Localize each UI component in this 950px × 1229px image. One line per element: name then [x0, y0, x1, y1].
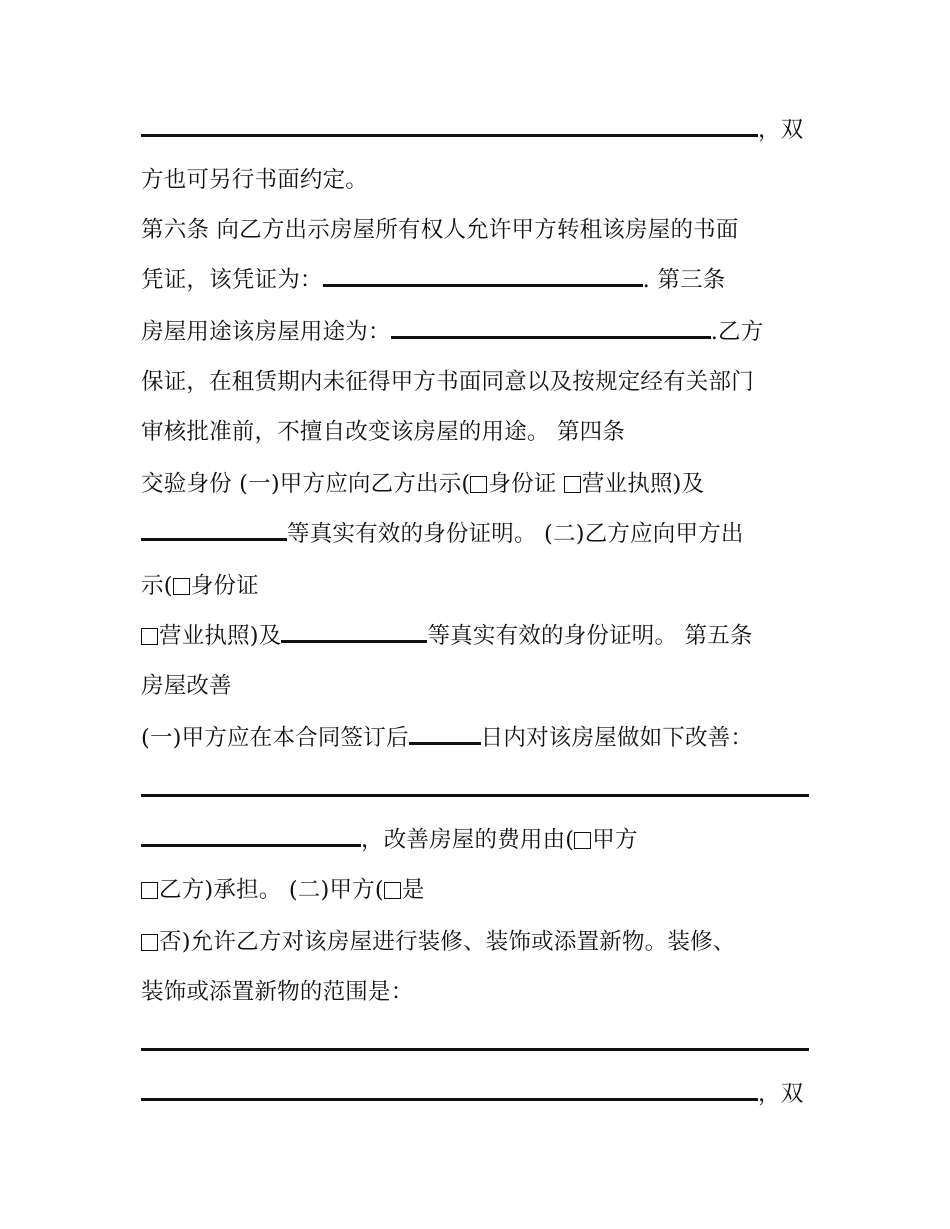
checkbox-no[interactable] — [141, 934, 158, 951]
checkbox-party-b[interactable] — [141, 882, 158, 899]
fill-blank — [323, 268, 643, 287]
text-line: 营业执照)及 等真实有效的身份证明。 第五条 — [141, 620, 753, 652]
checkbox-business-license[interactable] — [564, 476, 581, 493]
fill-blank — [141, 522, 287, 541]
text-line: 房屋改善 — [141, 673, 232, 699]
fill-blank — [141, 778, 809, 797]
text-line: (一)甲方应在本合同签订后 日内对该房屋做如下改善： — [141, 725, 754, 751]
fill-blank — [391, 320, 711, 339]
fill-blank — [409, 726, 481, 745]
text-line: ，双 — [141, 1078, 803, 1110]
text-line: ，改善房屋的费用由( 甲方 — [141, 824, 638, 856]
fill-blank — [141, 1032, 809, 1051]
fill-blank — [281, 624, 427, 643]
checkbox-yes[interactable] — [384, 882, 401, 899]
text-line: ，双 — [141, 114, 803, 146]
text-line: 等真实有效的身份证明。 (二)乙方应向甲方出 — [141, 518, 744, 550]
text-line: 乙方)承担。 (二)甲方( 是 — [141, 874, 425, 906]
text-line: 交验身份 (一)甲方应向乙方出示( 身份证 营业执照)及 — [141, 471, 705, 497]
text-line: 示( 身份证 — [141, 573, 259, 599]
fill-blank — [141, 1082, 758, 1101]
fill-blank — [141, 828, 361, 847]
text-line: 第六条 向乙方出示房屋所有权人允许甲方转租该房屋的书面 — [141, 217, 739, 243]
text-line: 凭证，该凭证为： . 第三条 — [141, 267, 726, 293]
text-line — [141, 1028, 809, 1060]
text-line — [141, 774, 809, 806]
text-line: 审核批准前，不擅自改变该房屋的用途。 第四条 — [141, 419, 626, 445]
checkbox-id-card[interactable] — [470, 476, 487, 493]
text-line: 方也可另行书面约定。 — [141, 167, 369, 193]
checkbox-business-license[interactable] — [141, 628, 158, 645]
text-line: 装饰或添置新物的范围是： — [141, 979, 414, 1005]
fill-blank — [141, 118, 758, 137]
checkbox-party-a[interactable] — [574, 832, 591, 849]
text-line: 保证，在租赁期内未征得甲方书面同意以及按规定经有关部门 — [141, 369, 754, 395]
checkbox-id-card[interactable] — [173, 578, 190, 595]
text-line: 房屋用途该房屋用途为： .乙方 — [141, 319, 764, 345]
text-line: 否)允许乙方对该房屋进行装修、装饰或添置新物。装修、 — [141, 926, 735, 958]
